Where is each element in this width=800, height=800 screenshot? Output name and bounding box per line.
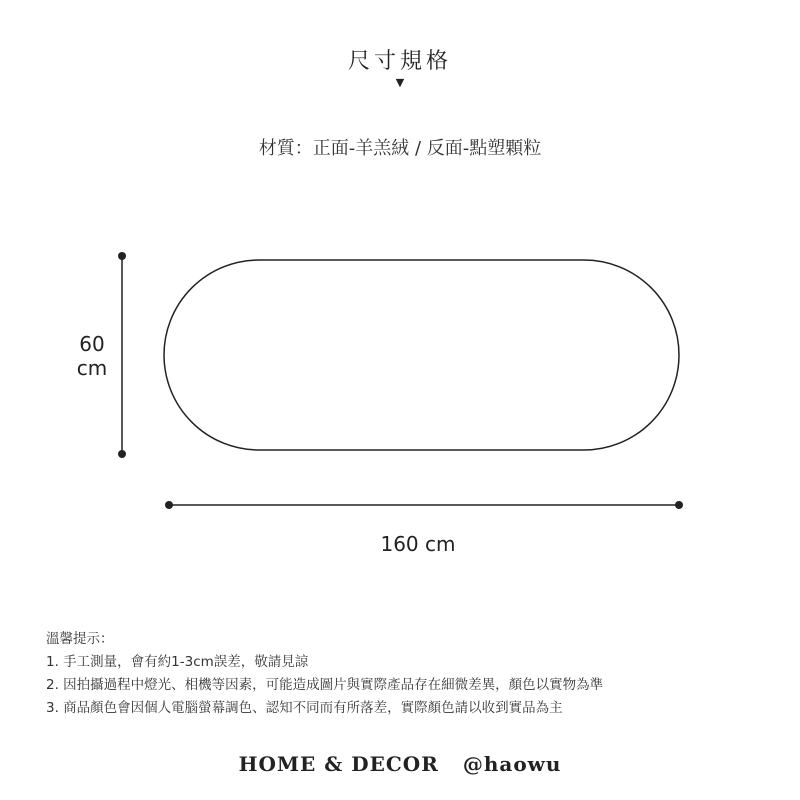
width-dimension-right-dot [675,501,683,509]
page-title: 尺寸規格 [347,49,452,74]
notes-heading: 溫馨提示： [46,631,114,647]
height-dimension-top-dot [118,252,126,260]
height-value: 60 [79,332,105,356]
height-dimension-bottom-dot [118,450,126,458]
rug-outline [164,260,679,450]
width-dimension-left-dot [165,501,173,509]
material-description: 材質：正面-羊羔絨 / 反面-點塑顆粒 [258,138,542,159]
note-item: 2. 因拍攝過程中燈光、相機等因素，可能造成圖片與實際產品存在細微差異，顏色以實物為準 [46,677,604,693]
width-dimension-label: 160 cm [380,532,456,556]
brand-name: HOME & DECOR [238,752,439,776]
brand-handle: @haowu [462,752,562,776]
title-arrow-icon: ▼ [395,76,405,89]
notes-section [46,628,603,720]
note-item: 3. 商品顏色會因個人電腦螢幕調色、認知不同而有所落差，實際顏色請以收到實品為主 [46,700,563,716]
height-unit: cm [76,356,108,380]
footer-brand [0,752,800,776]
note-item: 1. 手工測量，會有約1-3cm誤差，敬請見諒 [46,654,309,670]
height-dimension-label [62,332,122,380]
